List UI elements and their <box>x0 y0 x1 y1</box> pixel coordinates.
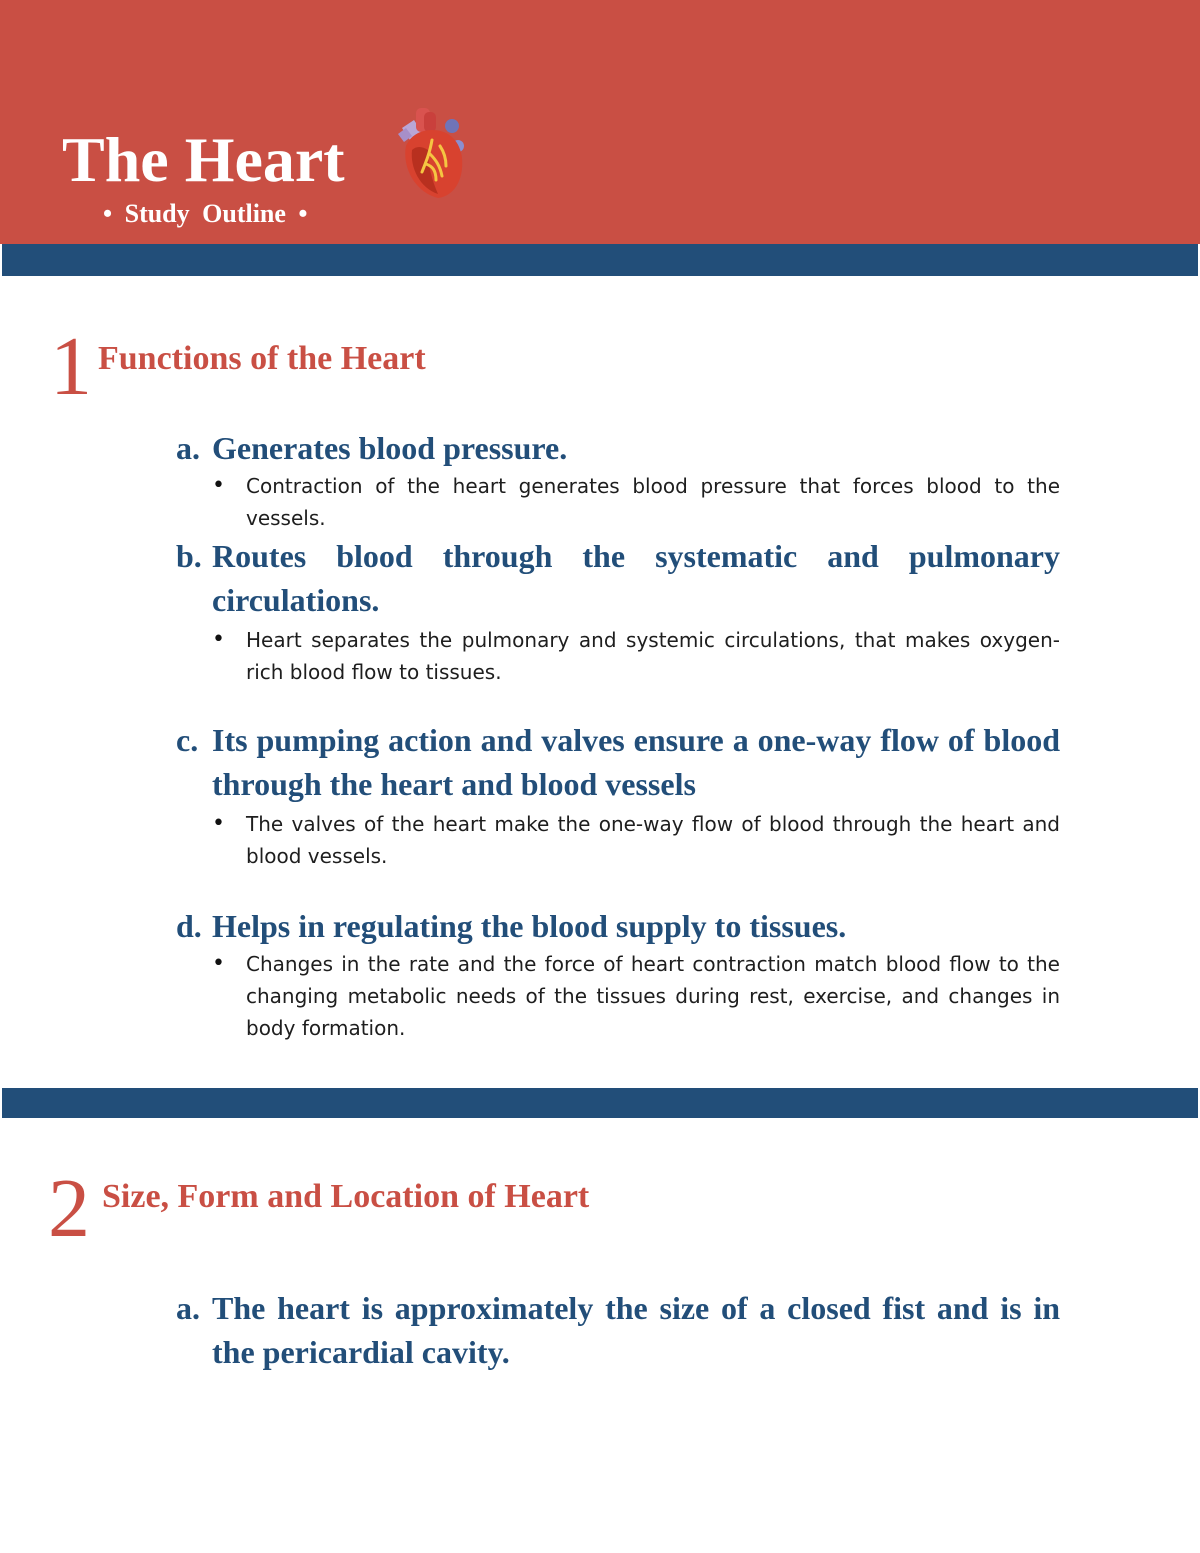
item-1d-heading <box>176 904 1060 948</box>
item-letter: a. <box>176 430 200 466</box>
item-1a-heading <box>176 426 1060 470</box>
item-letter: a. <box>176 1290 200 1326</box>
item-1d-bullet: • Changes in the rate and the force of heart contraction match blood flow to the changing metabolic needs of the tissues during rest, exercise, and changes in body formation. <box>246 948 1060 1044</box>
section-1-title: Functions of the Heart <box>98 340 426 377</box>
section-2-number: 2 <box>48 1162 90 1255</box>
header-band <box>2 244 1198 276</box>
item-letter: b. <box>176 538 202 574</box>
item-1c-bullet: • The valves of the heart make the one-way flow of blood through the heart and blood vessels. <box>246 808 1060 872</box>
section-1-number: 1 <box>50 320 92 413</box>
page-title: The Heart <box>62 124 345 195</box>
page-subtitle: • Study Outline • <box>103 199 308 228</box>
item-1b-heading <box>176 534 1060 622</box>
anatomical-heart-icon <box>392 106 470 202</box>
item-heading-text: Helps in regulating the blood supply to tissues. <box>212 908 847 944</box>
item-2a-heading <box>176 1286 1060 1374</box>
item-1c-heading <box>176 718 1060 806</box>
item-heading-text: The heart is approximately the size of a closed fist and is in the pericardial cavity. <box>212 1290 1060 1370</box>
item-heading-text: Routes blood through the systematic and pulmonary circulations. <box>212 538 1060 618</box>
section-2-title: Size, Form and Location of Heart <box>102 1178 590 1215</box>
item-1a-bullet: • Contraction of the heart generates blood pressure that forces blood to the vessels. <box>246 470 1060 534</box>
section-divider-band <box>2 1088 1198 1118</box>
item-heading-text: Generates blood pressure. <box>212 430 568 466</box>
item-letter: c. <box>176 722 199 758</box>
item-letter: d. <box>176 908 202 944</box>
item-heading-text: Its pumping action and valves ensure a one-way flow of blood through the heart and blood vessels <box>212 722 1060 802</box>
item-1b-bullet: • Heart separates the pulmonary and systemic circulations, that makes oxygen-rich blood flow to tissues. <box>246 624 1060 688</box>
